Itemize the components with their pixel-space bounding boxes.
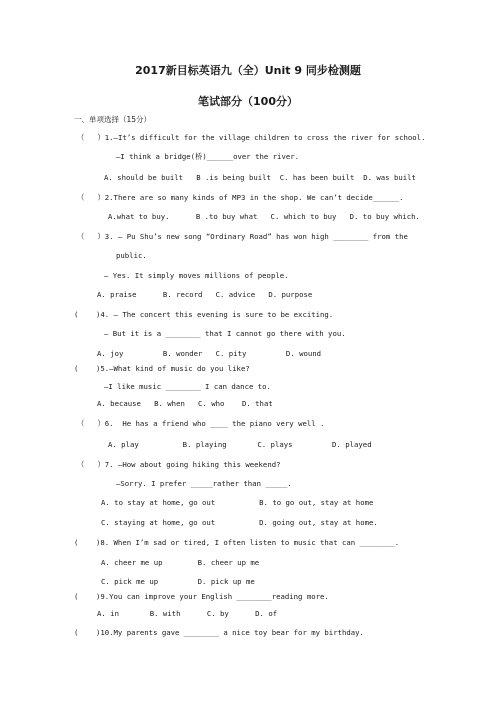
question-9-options: A. in B. with C. by D. of	[97, 609, 278, 618]
question-1: （ ）1.—It’s difficult for the village children to cross the river for school.	[77, 133, 426, 142]
question-3-cont: public.	[116, 251, 147, 260]
question-10: ( )10.My parents gave ________ a nice toy bear for my birthday.	[74, 628, 364, 637]
question-5-reply: —I like music ________ I can dance to.	[104, 382, 271, 391]
question-7: （ ）7. —How about going hiking this weekend?	[77, 460, 281, 469]
question-4-reply: — But it is a ________ that I cannot go there with you.	[104, 329, 346, 338]
question-3: （ ）3. — Pu Shu’s new song “Ordinary Road” has won high ________ from the	[77, 232, 408, 241]
page-subtitle: 笔试部分（100分）	[198, 95, 298, 108]
question-1-options: A. should be built B .is being built C. has been built D. was built	[104, 173, 416, 182]
question-4-options: A. joy B. wonder C. pity D. wound	[97, 349, 322, 358]
section-heading: 一、单项选择（15分）	[74, 115, 152, 124]
question-6-options: A. play B. playing C. plays D. played	[108, 440, 372, 449]
question-2-options: A.what to buy. B .to buy what C. which to buy D. to buy which.	[108, 212, 420, 221]
question-7-options-cd: C. staying at home, go out D. going out, stay at home.	[101, 518, 378, 527]
question-6: （ ）6. He has a friend who ____ the piano very well .	[77, 419, 325, 428]
question-8-options-cd: C. pick me up D. pick up me	[101, 577, 255, 586]
question-2: （ ）2.There are so many kinds of MP3 in the shop. We can’t decide______.	[77, 193, 404, 202]
question-8-options-ab: A. cheer me up B. cheer up me	[101, 558, 260, 567]
question-8: ( )8. When I’m sad or tired, I often listen to music that can ________.	[74, 538, 400, 547]
question-3-reply: — Yes. It simply moves millions of people.	[104, 271, 289, 280]
question-7-options-ab: A. to stay at home, go out B. to go out, stay at home	[101, 498, 374, 507]
page-title: 2017新目标英语九（全）Unit 9 同步检测题	[135, 64, 361, 77]
question-9: ( )9.You can improve your English ________reading more.	[74, 592, 329, 601]
question-5-options: A. because B. when C. who D. that	[97, 399, 273, 408]
question-1-reply: —I think a bridge(桥)______over the river.	[116, 152, 300, 161]
question-7-reply: —Sorry. I prefer _____rather than _____.	[116, 479, 292, 488]
question-3-options: A. praise B. record C. advice D. purpose	[97, 290, 313, 299]
question-5: ( )5.—What kind of music do you like?	[74, 364, 250, 373]
question-4: ( )4. — The concert this evening is sure to be exciting.	[74, 310, 334, 319]
